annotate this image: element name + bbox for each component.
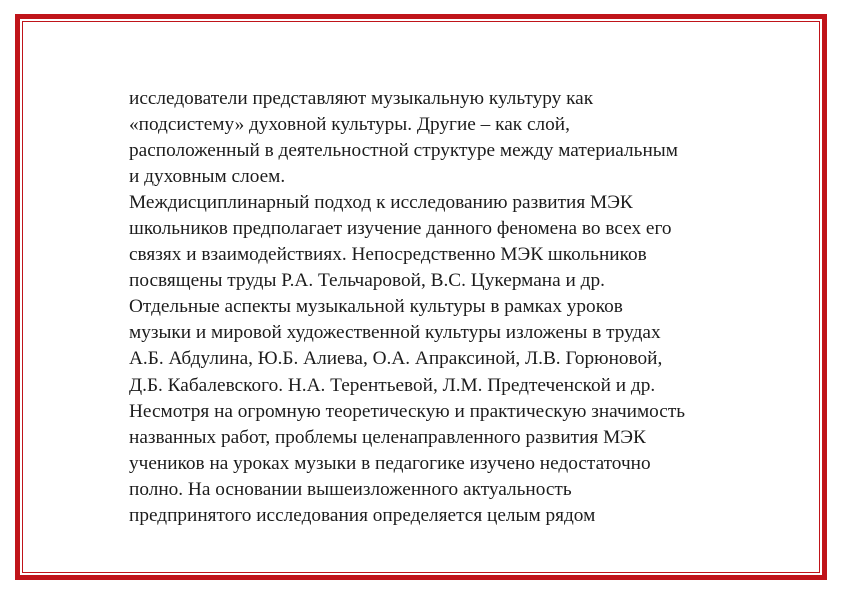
text-line: предпринятого исследования определяется целым рядом [129, 504, 596, 526]
text-line: связях и взаимодействиях. Непосредственно МЭК школьников [129, 244, 647, 266]
text-line: Несмотря на огромную теоретическую и практическую значимость [129, 400, 686, 422]
text-line: музыки и мировой художественной культуры изложены в трудах [129, 322, 661, 344]
text-line: Междисциплинарный подход к исследованию развития МЭК [129, 192, 633, 214]
text-line: посвящены труды Р.А. Тельчаровой, В.С. Цукермана и др. [129, 270, 605, 292]
text-line: и духовным слоем. [129, 166, 286, 188]
slide-text-block [129, 86, 769, 529]
text-line: расположенный в деятельностной структуре между материальным [129, 140, 678, 162]
text-line: названных работ, проблемы целенаправленного развития МЭК [129, 426, 646, 448]
text-line: Д.Б. Кабалевского. Н.А. Терентьевой, Л.М. Предтеченской и др. [129, 374, 656, 396]
text-line: полно. На основании вышеизложенного актуальность [129, 478, 572, 500]
text-line: учеников на уроках музыки в педагогике изучено недостаточно [129, 452, 651, 474]
text-line: школьников предполагает изучение данного феномена во всех его [129, 218, 672, 240]
text-line: Отдельные аспекты музыкальной культуры в рамках уроков [129, 296, 623, 318]
text-line: «подсистему» духовной культуры. Другие – как слой, [129, 114, 570, 136]
text-line: исследователи представляют музыкальную культуру как [129, 88, 594, 109]
text-line: А.Б. Абдулина, Ю.Б. Алиева, О.А. Апраксиной, Л.В. Горюновой, [129, 348, 663, 370]
